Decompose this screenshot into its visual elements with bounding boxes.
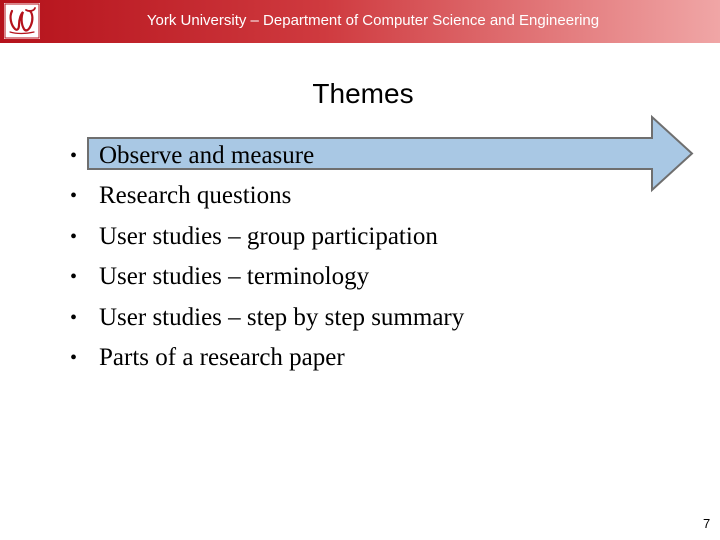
bullet-text: Research questions <box>99 182 292 210</box>
page-number: 7 <box>703 516 711 531</box>
bullet-marker: • <box>70 185 78 208</box>
bullet-text: Parts of a research paper <box>99 343 345 371</box>
bullet-marker: • <box>70 225 78 248</box>
bullet-text: User studies – terminology <box>99 263 370 291</box>
header-title: York University – Department of Computer Science and Engineering <box>146 12 600 29</box>
bullet-text: User studies – step by step summary <box>99 303 465 331</box>
bullet-marker: • <box>70 266 78 289</box>
bullet-marker: • <box>70 145 78 167</box>
slide-title: Themes <box>312 78 414 109</box>
bullet-marker: • <box>70 306 78 329</box>
bullet-text: User studies – group participation <box>99 222 438 250</box>
bullet-text: Observe and measure <box>99 142 315 169</box>
bullet-marker: • <box>70 346 78 369</box>
